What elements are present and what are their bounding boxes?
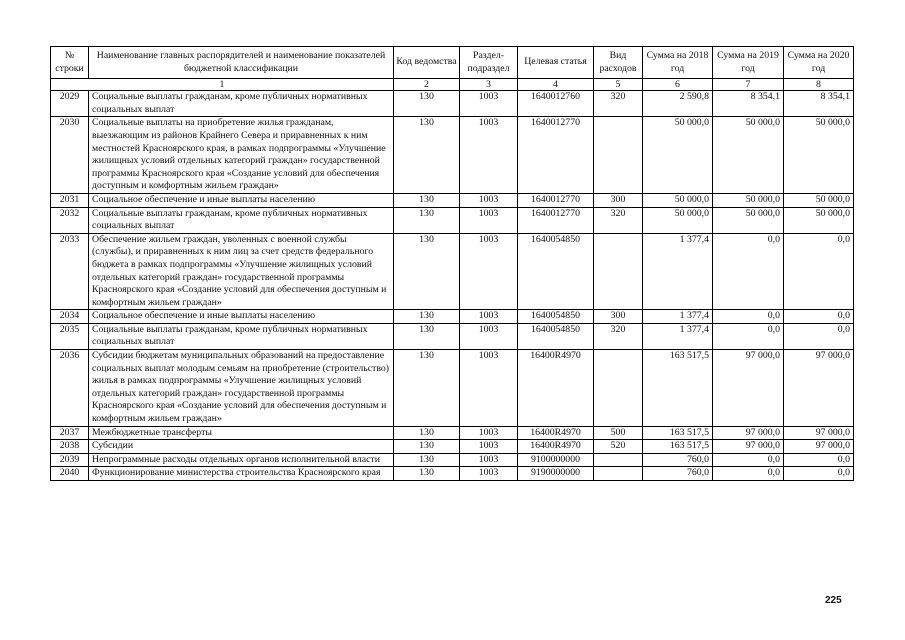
sum-2018: 50 000,0 (643, 117, 713, 194)
sum-2020: 50 000,0 (784, 117, 854, 194)
column-index: 4 (518, 79, 594, 91)
sum-2018: 163 517,5 (643, 426, 713, 440)
sum-2018: 760,0 (643, 467, 713, 481)
section-code: 1003 (460, 233, 518, 310)
sum-2019: 0,0 (713, 310, 784, 324)
row-number: 2040 (51, 467, 89, 481)
table-row (51, 193, 854, 207)
row-number: 2030 (51, 117, 89, 194)
table-row (51, 117, 854, 194)
sum-2018: 1 377,4 (643, 310, 713, 324)
row-number: 2034 (51, 310, 89, 324)
table-row (51, 91, 854, 117)
dept-code: 130 (394, 350, 460, 427)
sum-2018: 163 517,5 (643, 440, 713, 454)
row-name: Социальные выплаты гражданам, кроме публичных нормативных социальных выплат (89, 91, 394, 117)
header-sum-2018: Сумма на 2018 год (643, 47, 713, 79)
dept-code: 130 (394, 310, 460, 324)
sum-2018: 50 000,0 (643, 207, 713, 233)
sum-2019: 0,0 (713, 453, 784, 467)
sum-2019: 50 000,0 (713, 207, 784, 233)
table-row (51, 467, 854, 481)
row-name: Социальное обеспечение и иные выплаты населению (89, 310, 394, 324)
target-article: 1640054850 (518, 310, 594, 324)
sum-2019: 50 000,0 (713, 117, 784, 194)
column-index: 3 (460, 79, 518, 91)
header-section: Раздел-подраздел (460, 47, 518, 79)
target-article: 9190000000 (518, 467, 594, 481)
row-name: Непрограммные расходы отдельных органов исполнительной власти (89, 453, 394, 467)
sum-2020: 8 354,1 (784, 91, 854, 117)
section-code: 1003 (460, 207, 518, 233)
sum-2018: 760,0 (643, 453, 713, 467)
sum-2019: 8 354,1 (713, 91, 784, 117)
expense-kind (594, 467, 643, 481)
dept-code: 130 (394, 453, 460, 467)
sum-2020: 50 000,0 (784, 193, 854, 207)
row-name: Социальные выплаты гражданам, кроме публичных нормативных социальных выплат (89, 207, 394, 233)
row-name: Обеспечение жильем граждан, уволенных с военной службы (службы), и приравненных к ним лиц за счет средств федерального бюджета в рамках подпрограммы «Улучшение жилищных условий отдельных категорий граждан» государственной программы Красноярского края «Создание условий для обеспечения доступным и комфортным жильем граждан» (89, 233, 394, 310)
sum-2019: 97 000,0 (713, 350, 784, 427)
dept-code: 130 (394, 91, 460, 117)
sum-2020: 50 000,0 (784, 207, 854, 233)
section-code: 1003 (460, 467, 518, 481)
row-number: 2031 (51, 193, 89, 207)
column-index: 2 (394, 79, 460, 91)
sum-2019: 97 000,0 (713, 426, 784, 440)
sum-2020: 0,0 (784, 323, 854, 349)
section-code: 1003 (460, 440, 518, 454)
row-number: 2039 (51, 453, 89, 467)
row-number: 2036 (51, 350, 89, 427)
sum-2019: 0,0 (713, 467, 784, 481)
target-article: 1640054850 (518, 323, 594, 349)
sum-2020: 0,0 (784, 310, 854, 324)
target-article: 1640012770 (518, 207, 594, 233)
page-number: 225 (825, 595, 842, 606)
column-index: 1 (51, 79, 394, 91)
column-index: 6 (643, 79, 713, 91)
expense-kind (594, 350, 643, 427)
dept-code: 130 (394, 207, 460, 233)
section-code: 1003 (460, 91, 518, 117)
sum-2019: 97 000,0 (713, 440, 784, 454)
section-code: 1003 (460, 193, 518, 207)
dept-code: 130 (394, 467, 460, 481)
table-body (51, 91, 854, 481)
target-article: 9100000000 (518, 453, 594, 467)
expense-kind: 520 (594, 440, 643, 454)
column-index: 8 (784, 79, 854, 91)
target-article: 16400R4970 (518, 426, 594, 440)
header-row-number: № строки (51, 47, 89, 79)
sum-2019: 50 000,0 (713, 193, 784, 207)
table-row (51, 207, 854, 233)
expense-kind: 300 (594, 310, 643, 324)
expense-kind: 320 (594, 91, 643, 117)
row-name: Субсидии бюджетам муниципальных образований на предоставление социальных выплат молодым семьям на приобретение (строительство) жилья в рамках подпрограммы «Улучшение жилищных условий отдельных категорий граждан» государственной программы Красноярского края «Создание условий для обеспечения доступным и комфортным жильем граждан» (89, 350, 394, 427)
header-sum-2019: Сумма на 2019 год (713, 47, 784, 79)
expense-kind (594, 117, 643, 194)
header-dept-code: Код ведомства (394, 47, 460, 79)
column-index: 7 (713, 79, 784, 91)
section-code: 1003 (460, 310, 518, 324)
table-row (51, 350, 854, 427)
row-name: Субсидии (89, 440, 394, 454)
dept-code: 130 (394, 233, 460, 310)
table-row (51, 310, 854, 324)
column-index: 5 (594, 79, 643, 91)
section-code: 1003 (460, 453, 518, 467)
table-row (51, 233, 854, 310)
expense-kind: 320 (594, 207, 643, 233)
expense-kind (594, 233, 643, 310)
budget-table (50, 46, 854, 481)
row-number: 2029 (51, 91, 89, 117)
sum-2020: 97 000,0 (784, 440, 854, 454)
target-article: 1640012770 (518, 193, 594, 207)
table-row (51, 453, 854, 467)
expense-kind: 320 (594, 323, 643, 349)
section-code: 1003 (460, 117, 518, 194)
row-name: Социальные выплаты гражданам, кроме публичных нормативных социальных выплат (89, 323, 394, 349)
table-row (51, 440, 854, 454)
target-article: 16400R4970 (518, 440, 594, 454)
target-article: 1640012770 (518, 117, 594, 194)
table-row (51, 426, 854, 440)
dept-code: 130 (394, 193, 460, 207)
header-sum-2020: Сумма на 2020 год (784, 47, 854, 79)
row-number: 2033 (51, 233, 89, 310)
dept-code: 130 (394, 117, 460, 194)
header-name: Наименование главных распорядителей и наименование показателей бюджетной классификации (89, 47, 394, 79)
header-expense-kind: Вид расходов (594, 47, 643, 79)
sum-2019: 0,0 (713, 323, 784, 349)
section-code: 1003 (460, 350, 518, 427)
sum-2019: 0,0 (713, 233, 784, 310)
row-number: 2032 (51, 207, 89, 233)
row-name: Социальное обеспечение и иные выплаты населению (89, 193, 394, 207)
sum-2018: 1 377,4 (643, 323, 713, 349)
sum-2020: 97 000,0 (784, 426, 854, 440)
row-number: 2037 (51, 426, 89, 440)
sum-2020: 97 000,0 (784, 350, 854, 427)
dept-code: 130 (394, 426, 460, 440)
header-row (51, 47, 854, 79)
dept-code: 130 (394, 323, 460, 349)
table-row (51, 323, 854, 349)
target-article: 1640012760 (518, 91, 594, 117)
dept-code: 130 (394, 440, 460, 454)
row-name: Социальные выплаты на приобретение жилья гражданам, выезжающим из районов Крайнего Севера и приравненных к ним местностей Красноярского края, в рамках подпрограммы «Улучшение жилищных условий отдельных категорий граждан» государственной программы Красноярского края «Создание условий для обеспечения доступным и комфортным жильем граждан» (89, 117, 394, 194)
sum-2020: 0,0 (784, 467, 854, 481)
row-number: 2038 (51, 440, 89, 454)
expense-kind: 300 (594, 193, 643, 207)
row-name: Межбюджетные трансферты (89, 426, 394, 440)
section-code: 1003 (460, 323, 518, 349)
sum-2018: 1 377,4 (643, 233, 713, 310)
expense-kind (594, 453, 643, 467)
row-name: Функционирование министерства строительства Красноярского края (89, 467, 394, 481)
section-code: 1003 (460, 426, 518, 440)
target-article: 1640054850 (518, 233, 594, 310)
sum-2020: 0,0 (784, 233, 854, 310)
column-index-row (51, 79, 854, 91)
header-target-article: Целевая статья (518, 47, 594, 79)
row-number: 2035 (51, 323, 89, 349)
sum-2020: 0,0 (784, 453, 854, 467)
target-article: 16400R4970 (518, 350, 594, 427)
sum-2018: 163 517,5 (643, 350, 713, 427)
expense-kind: 500 (594, 426, 643, 440)
sum-2018: 2 590,8 (643, 91, 713, 117)
sum-2018: 50 000,0 (643, 193, 713, 207)
